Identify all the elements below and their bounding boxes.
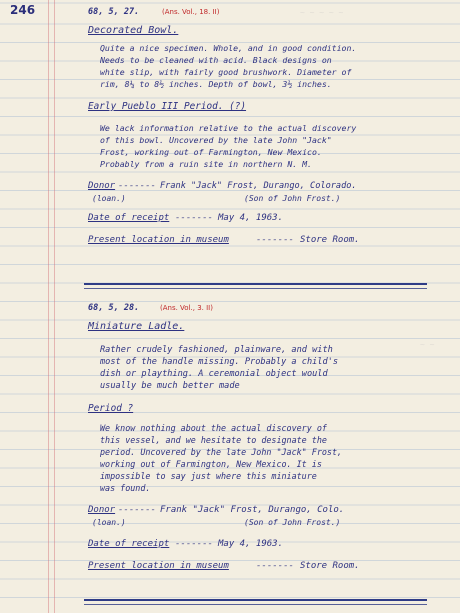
loan-note: (Son of John Frost.) <box>244 518 341 527</box>
location-label: Present location in museum <box>88 235 229 245</box>
loan-label: (loan.) <box>92 518 126 527</box>
catalog-number: 68, 5, 27. <box>88 7 140 17</box>
period-line: this vessel, and we hesitate to designate the <box>100 435 327 445</box>
margin-line-left-inner <box>54 0 55 613</box>
location-label: Present location in museum <box>88 561 229 571</box>
description-line: Quite a nice specimen. Whole, and in good condition. <box>100 43 357 53</box>
entry-title: Miniature Ladle. <box>88 321 185 332</box>
receipt-label: Date of receipt <box>88 213 170 223</box>
description-line: dish or plaything. A ceremonial object would <box>100 369 328 379</box>
section-rule <box>84 599 427 601</box>
bleed-through-mark: ~ ~ <box>420 340 435 349</box>
leader-dashes: ------- <box>118 181 156 191</box>
donor-value: Frank "Jack" Frost, Durango, Colo. <box>160 505 345 515</box>
bleed-through-mark: ~ ~ ~ ~ ~ <box>300 8 344 17</box>
donor-label: Donor <box>88 181 116 191</box>
reference-note: (Ans. Vol., 18. II) <box>162 8 220 16</box>
receipt-value: May 4, 1963. <box>218 539 284 549</box>
period-heading: Period ? <box>88 403 134 414</box>
section-rule <box>84 604 427 605</box>
section-rule <box>84 283 427 285</box>
period-line: We know nothing about the actual discovery of <box>100 423 327 433</box>
period-line: Frost, working out of Farmington, New Mexico. <box>100 147 322 157</box>
leader-dashes: ------- <box>175 539 213 549</box>
description-line: usually be much better made <box>100 381 240 391</box>
period-line: working out of Farmington, New Mexico. It is <box>100 459 322 469</box>
description-line: most of the handle missing. Probably a child's <box>100 357 338 367</box>
section-rule <box>84 288 427 289</box>
donor-label: Donor <box>88 505 116 515</box>
leader-dashes: ------- <box>256 561 294 571</box>
period-line: We lack information relative to the actual discovery <box>100 123 357 133</box>
period-line: of this bowl. Uncovered by the late John "Jack" <box>100 135 332 145</box>
catalog-number: 68, 5, 28. <box>88 303 140 313</box>
loan-label: (loan.) <box>92 194 126 203</box>
leader-dashes: ------- <box>118 505 156 515</box>
leader-dashes: ------- <box>175 213 213 223</box>
page-number: 246 <box>10 3 36 17</box>
leader-dashes: ------- <box>256 235 294 245</box>
period-line: was found. <box>100 483 151 493</box>
loan-note: (Son of John Frost.) <box>244 194 341 203</box>
period-line: impossible to say just where this miniature <box>100 471 317 481</box>
donor-value: Frank "Jack" Frost, Durango, Colorado. <box>160 181 357 191</box>
description-line: white slip, with fairly good brushwork. Diameter of <box>100 67 352 77</box>
reference-note: (Ans. Vol., 3. II) <box>160 304 213 312</box>
description-line: Needs to be cleaned with acid. Black designs on <box>100 55 332 65</box>
period-line: period. Uncovered by the late John "Jack" Frost, <box>100 447 343 457</box>
period-heading: Early Pueblo III Period. (?) <box>88 101 247 112</box>
margin-line-left <box>48 0 49 613</box>
location-value: Store Room. <box>300 561 360 571</box>
description-line: rim, 8¼ to 8½ inches. Depth of bowl, 3½ inches. <box>100 79 332 89</box>
description-line: Rather crudely fashioned, plainware, and with <box>100 345 333 355</box>
entry-title: Decorated Bowl. <box>88 25 179 36</box>
receipt-label: Date of receipt <box>88 539 170 549</box>
location-value: Store Room. <box>300 235 360 245</box>
receipt-value: May 4, 1963. <box>218 213 284 223</box>
period-line: Probably from a ruin site in northern N. M. <box>100 159 312 169</box>
